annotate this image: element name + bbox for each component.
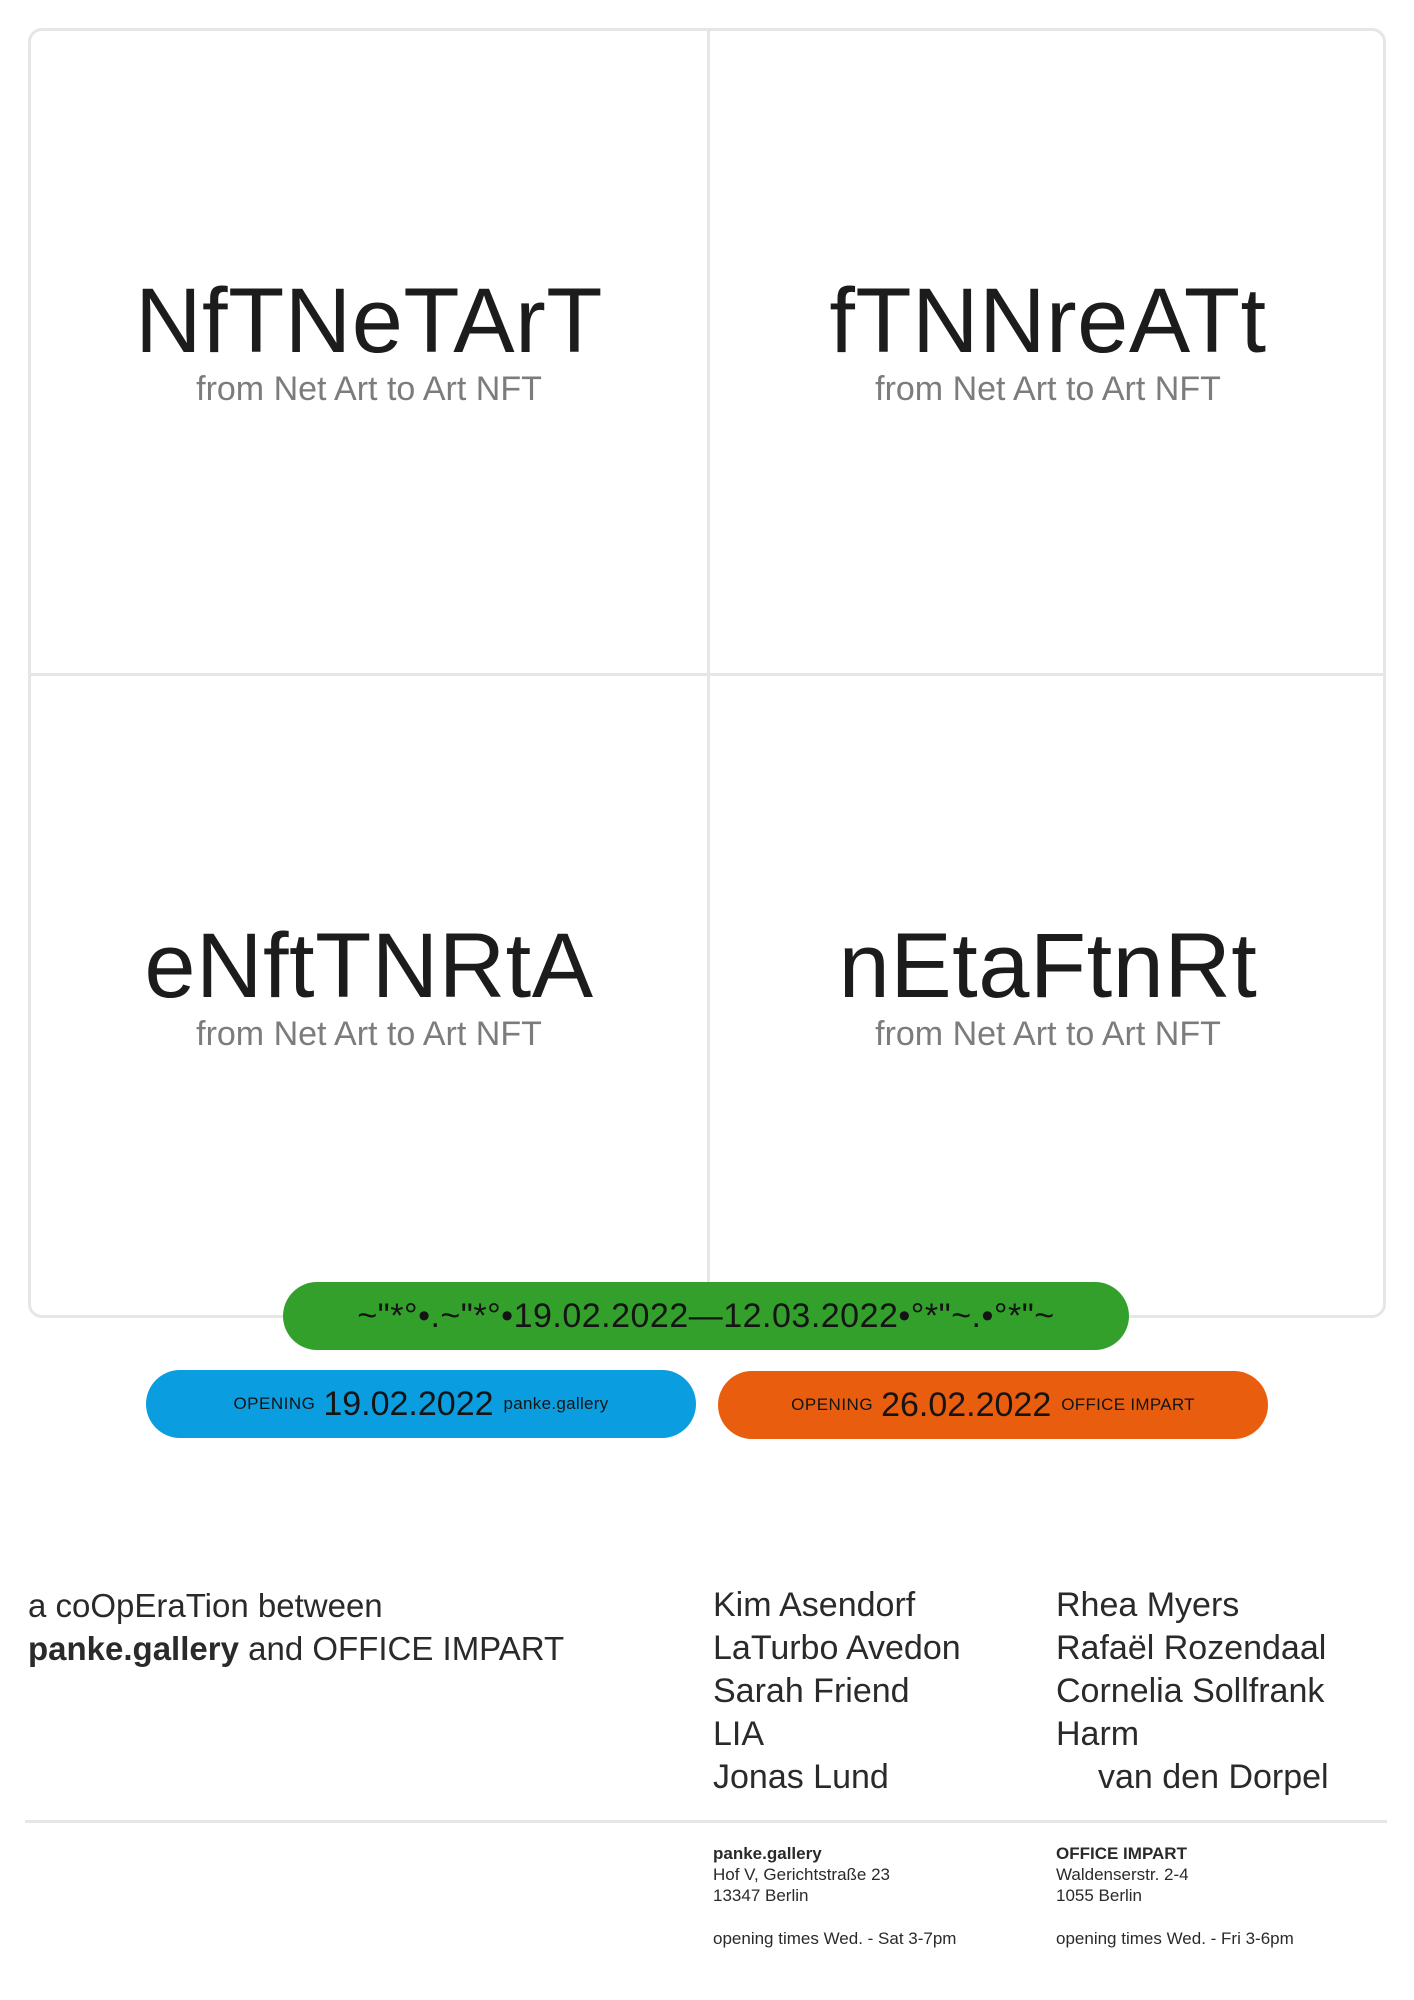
venue-hours: opening times Wed. - Fri 3-6pm xyxy=(1056,1929,1294,1948)
cooperation-venues xyxy=(28,1627,564,1670)
artist-name: LIA xyxy=(713,1715,765,1753)
opening-date: 19.02.2022 xyxy=(323,1384,494,1423)
artists-column-1 xyxy=(713,1584,961,1799)
artists-column-2 xyxy=(1056,1584,1329,1799)
opening-label: OPENING xyxy=(791,1395,874,1414)
venue-street: Waldenserstr. 2-4 xyxy=(1056,1865,1189,1884)
artist-name: Sarah Friend xyxy=(713,1672,910,1710)
artist-name: Kim Asendorf xyxy=(713,1586,916,1624)
anagram-subtitle: from Net Art to Art NFT xyxy=(196,1015,542,1053)
opening-date: 26.02.2022 xyxy=(881,1385,1052,1424)
opening-pill-office-impart xyxy=(718,1371,1268,1439)
artist-name: Rafaël Rozendaal xyxy=(1056,1629,1327,1667)
grid-cell-bottom-right xyxy=(710,676,1386,1318)
opening-venue: OFFICE IMPART xyxy=(1061,1395,1195,1414)
opening-pill-panke xyxy=(146,1370,696,1438)
cooperation-line: a coOpEraTion between xyxy=(28,1587,383,1624)
venue-hours: opening times Wed. - Sat 3-7pm xyxy=(713,1929,957,1948)
artist-name: Rhea Myers xyxy=(1056,1586,1240,1624)
venue-name: OFFICE IMPART xyxy=(1056,1844,1187,1863)
venue-address-panke xyxy=(713,1843,956,1949)
artist-name: LaTurbo Avedon xyxy=(713,1629,961,1667)
venue-address-office-impart xyxy=(1056,1843,1294,1949)
venue-name-panke: panke.gallery xyxy=(28,1630,239,1667)
artist-name: Harm xyxy=(1056,1715,1140,1753)
grid-cell-bottom-left xyxy=(31,676,707,1318)
exhibition-dates-banner: ~"*°•.~"*°•19.02.2022—12.03.2022•°*"~.•°*"~ xyxy=(283,1282,1129,1350)
anagram-subtitle: from Net Art to Art NFT xyxy=(875,1015,1221,1053)
cooperation-statement xyxy=(28,1584,564,1670)
anagram-title: fTNNreATt xyxy=(829,270,1267,372)
venue-name: panke.gallery xyxy=(713,1844,822,1863)
artist-name: van den Dorpel xyxy=(1098,1758,1329,1796)
anagram-title: eNftTNRtA xyxy=(144,915,594,1017)
opening-venue: panke.gallery xyxy=(503,1394,609,1413)
venue-city: 13347 Berlin xyxy=(713,1886,809,1905)
anagram-subtitle: from Net Art to Art NFT xyxy=(196,370,542,408)
cooperation-and: and xyxy=(238,1630,313,1667)
footer-divider xyxy=(25,1820,1387,1823)
anagram-subtitle: from Net Art to Art NFT xyxy=(875,370,1221,408)
title-grid xyxy=(28,28,1386,1318)
opening-label: OPENING xyxy=(233,1394,316,1413)
grid-cell-top-left xyxy=(31,31,707,673)
grid-cell-top-right xyxy=(710,31,1386,673)
venue-name-office-impart: OFFICE IMPART xyxy=(312,1630,565,1667)
artist-name: Cornelia Sollfrank xyxy=(1056,1672,1325,1710)
venue-street: Hof V, Gerichtstraße 23 xyxy=(713,1865,891,1884)
anagram-title: nEtaFtnRt xyxy=(838,915,1258,1017)
venue-city: 1055 Berlin xyxy=(1056,1886,1143,1905)
anagram-title: NfTNeTArT xyxy=(135,270,603,372)
artist-name: Jonas Lund xyxy=(713,1758,889,1796)
